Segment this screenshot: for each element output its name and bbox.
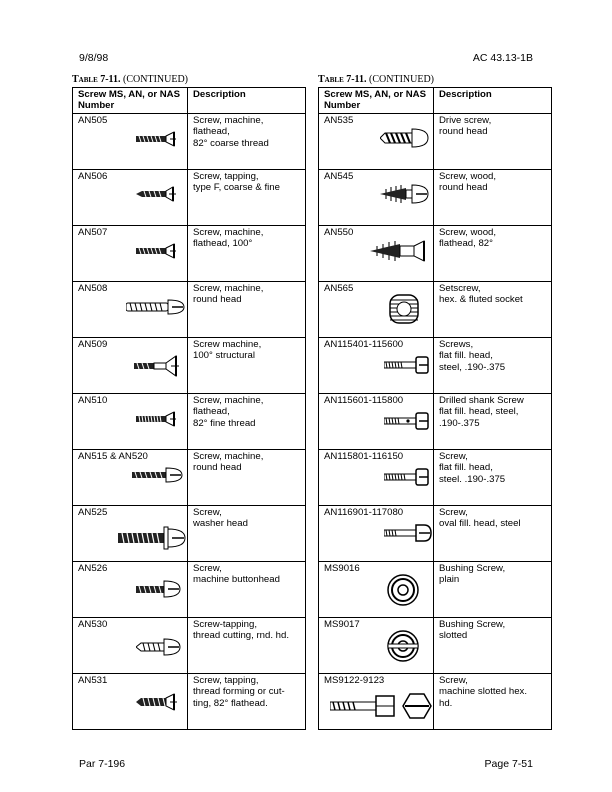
slotted-bushing-screw-icon xyxy=(386,629,420,663)
table-row xyxy=(73,562,306,618)
structural-screw-icon xyxy=(134,355,184,377)
washer-head-screw-icon xyxy=(118,525,188,551)
right-table-block xyxy=(318,73,552,730)
drilled-shank-screw-icon xyxy=(384,411,430,431)
part-description: Screw, machine, flathead, 82° fine thread xyxy=(188,394,306,450)
part-number: AN545 xyxy=(324,171,354,182)
left-col-header-description: Description xyxy=(188,88,306,114)
left-table-caption xyxy=(72,73,306,87)
roundhead-screw-icon xyxy=(132,465,186,485)
part-description: Bushing Screw, plain xyxy=(434,562,552,618)
part-number: AN515 & AN520 xyxy=(78,451,148,462)
part-description: Bushing Screw, slotted xyxy=(434,618,552,674)
part-number: AN509 xyxy=(78,339,108,350)
right-col-header-number: Screw MS, AN, or NAS Number xyxy=(319,88,434,114)
right-caption-note: (CONTINUED) xyxy=(369,74,435,85)
table-row xyxy=(319,618,552,674)
table-row xyxy=(73,114,306,170)
part-number: AN535 xyxy=(324,115,354,126)
part-number: AN565 xyxy=(324,283,354,294)
bushing-screw-icon xyxy=(386,573,420,607)
part-number: AN115401-115600 xyxy=(324,339,404,350)
table-row xyxy=(73,226,306,282)
right-col-header-description: Description xyxy=(434,88,552,114)
part-number: AN525 xyxy=(78,507,108,518)
part-number: AN505 xyxy=(78,115,108,126)
part-number: AN550 xyxy=(324,227,354,238)
table-row xyxy=(73,170,306,226)
table-row xyxy=(319,226,552,282)
part-description: Screw, oval fill. head, steel xyxy=(434,506,552,562)
table-row xyxy=(319,170,552,226)
tapping-screw-icon xyxy=(136,185,180,203)
table-row xyxy=(73,450,306,506)
table-row xyxy=(319,674,552,730)
oval-fillister-screw-icon xyxy=(384,523,432,543)
part-number: AN530 xyxy=(78,619,108,630)
hex-head-screw-icon xyxy=(330,691,434,721)
table-row xyxy=(73,282,306,338)
buttonhead-screw-icon xyxy=(136,579,182,599)
left-col-header-number: Screw MS, AN, or NAS Number xyxy=(73,88,188,114)
fillister-screw-icon xyxy=(384,355,430,375)
thread-forming-screw-icon xyxy=(136,693,182,711)
part-number: AN526 xyxy=(78,563,108,574)
part-description: Screw, flat fill. head, steel. .190-.375 xyxy=(434,450,552,506)
header-doc-number: AC 43.13-1B xyxy=(472,52,533,64)
part-number: MS9016 xyxy=(324,563,360,574)
part-number: AN116901-117080 xyxy=(324,507,404,518)
fillister-screw-icon xyxy=(384,467,430,487)
table-row xyxy=(319,506,552,562)
table-row xyxy=(319,338,552,394)
part-description: Screw, machine buttonhead xyxy=(188,562,306,618)
part-description: Screw, machine, flathead, 100° xyxy=(188,226,306,282)
drive-screw-icon xyxy=(380,127,430,149)
part-description: Screw, tapping, type F, coarse & fine xyxy=(188,170,306,226)
flathead-screw-icon xyxy=(136,411,180,427)
setscrew-icon xyxy=(388,293,420,325)
part-description: Drive screw, round head xyxy=(434,114,552,170)
part-description: Screw, machine, round head xyxy=(188,450,306,506)
part-number: AN115601-115800 xyxy=(324,395,404,406)
left-caption-note: (CONTINUED) xyxy=(123,74,189,85)
table-row xyxy=(73,506,306,562)
table-row xyxy=(73,674,306,730)
footer-page-number: Page 7-51 xyxy=(484,758,533,770)
part-description: Screw, machine, flathead, 82° coarse thread xyxy=(188,114,306,170)
thread-cutting-screw-icon xyxy=(136,637,182,657)
flathead-screw-icon xyxy=(136,243,180,259)
roundhead-screw-icon xyxy=(126,297,186,317)
part-description: Screws, flat fill. head, steel, .190-.375 xyxy=(434,338,552,394)
right-caption-label: Table 7-11. xyxy=(318,74,367,85)
table-row xyxy=(319,282,552,338)
left-caption-label: Table 7-11. xyxy=(72,74,121,85)
part-description: Setscrew, hex. & fluted socket xyxy=(434,282,552,338)
left-parts-table xyxy=(72,87,306,730)
part-description: Screw, tapping, thread forming or cut- ting, 82° flathead. xyxy=(188,674,306,730)
part-number: MS9122-9123 xyxy=(324,675,385,686)
table-row xyxy=(73,338,306,394)
part-description: Screw, machine, round head xyxy=(188,282,306,338)
wood-screw-icon xyxy=(380,183,430,205)
table-row xyxy=(319,114,552,170)
header-date: 9/8/98 xyxy=(79,52,109,64)
part-description: Screw, wood, round head xyxy=(434,170,552,226)
part-number: AN507 xyxy=(78,227,108,238)
part-number: AN506 xyxy=(78,171,108,182)
part-number: AN531 xyxy=(78,675,108,686)
table-row xyxy=(73,394,306,450)
part-number: AN508 xyxy=(78,283,108,294)
part-description: Screw-tapping, thread cutting, rnd. hd. xyxy=(188,618,306,674)
wood-screw-flathead-icon xyxy=(370,239,430,263)
flathead-screw-icon xyxy=(136,131,180,147)
part-description: Screw, machine slotted hex. hd. xyxy=(434,674,552,730)
footer-paragraph: Par 7-196 xyxy=(79,758,126,770)
table-row xyxy=(319,394,552,450)
right-parts-table xyxy=(318,87,552,730)
part-number: AN510 xyxy=(78,395,108,406)
part-description: Screw machine, 100° structural xyxy=(188,338,306,394)
part-number: AN115801-116150 xyxy=(324,451,404,462)
part-description: Screw, wood, flathead, 82° xyxy=(434,226,552,282)
left-table-block xyxy=(72,73,306,730)
part-description: Screw, washer head xyxy=(188,506,306,562)
table-row xyxy=(73,618,306,674)
right-table-caption xyxy=(318,73,552,87)
part-number: MS9017 xyxy=(324,619,360,630)
table-row xyxy=(319,450,552,506)
table-row xyxy=(319,562,552,618)
part-description: Drilled shank Screw flat fill. head, steel, .190-.375 xyxy=(434,394,552,450)
